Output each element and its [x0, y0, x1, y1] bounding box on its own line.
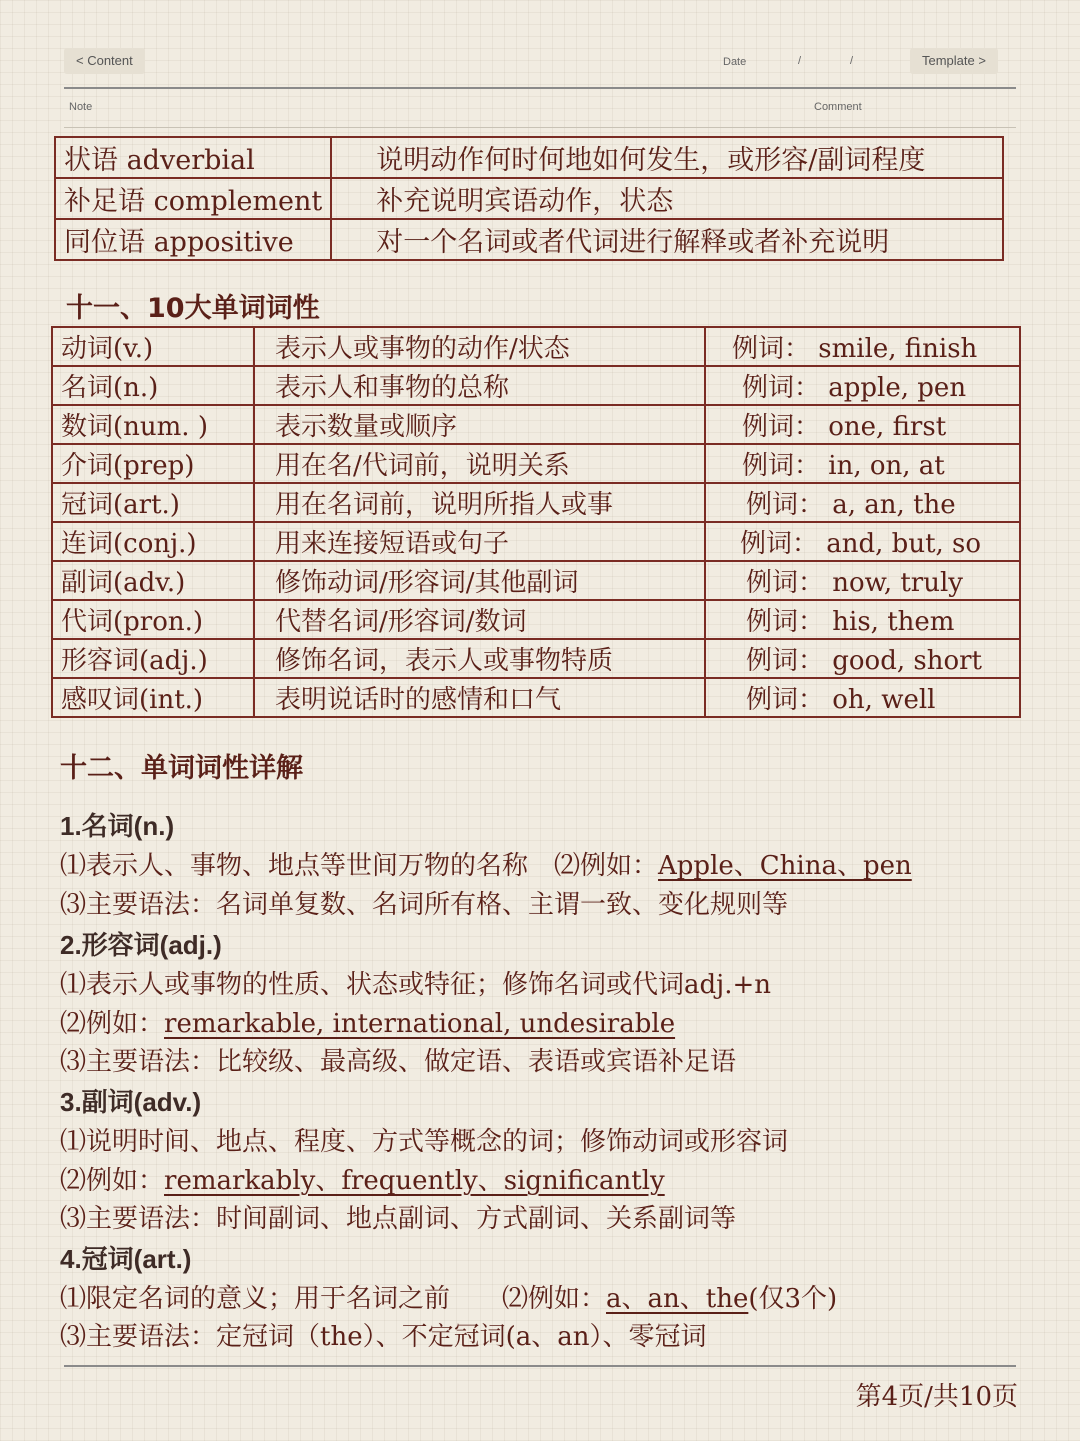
template-button[interactable]: Template > — [910, 48, 998, 74]
adv-line-2 — [60, 1160, 665, 1197]
table-row — [52, 639, 1020, 678]
example-cell: 例词： good, short — [705, 639, 1020, 678]
art-line-1 — [60, 1278, 837, 1315]
example-cell: 例词： one, first — [705, 405, 1020, 444]
content-back-button[interactable]: < Content — [64, 48, 145, 74]
pos-cell: 数词(num. ) — [52, 405, 254, 444]
art-line-2: ⑶主要语法：定冠词（the）、不定冠词(a、an）、零冠词 — [60, 1322, 707, 1352]
adj-example-label: ⑵例如： — [60, 1009, 165, 1039]
meaning-cell: 表示人和事物的总称 — [254, 366, 705, 405]
adv-example-label: ⑵例如： — [60, 1166, 165, 1196]
meaning-cell: 修饰动词/形容词/其他副词 — [254, 561, 705, 600]
meaning-cell: 表示数量或顺序 — [254, 405, 705, 444]
adj-line-2 — [60, 1003, 675, 1040]
table-row — [52, 366, 1020, 405]
pos-cell: 冠词(art.) — [52, 483, 254, 522]
page-number: 第4页/共10页 — [855, 1382, 1018, 1412]
table-row — [55, 178, 1003, 219]
example-cell: 例词： oh, well — [705, 678, 1020, 717]
table-row — [52, 678, 1020, 717]
adj-line-3: ⑶主要语法：比较级、最高级、做定语、表语或宾语补足语 — [60, 1047, 737, 1077]
table-row — [55, 219, 1003, 260]
pos-cell: 代词(pron.) — [52, 600, 254, 639]
meaning-cell: 用来连接短语或句子 — [254, 522, 705, 561]
pos-cell: 感叹词(int.) — [52, 678, 254, 717]
note-label: Note — [69, 101, 93, 113]
date-separator: / — [850, 55, 854, 67]
table-row — [52, 522, 1020, 561]
definition-cell: 对一个名词或者代词进行解释或者补充说明 — [331, 219, 1003, 260]
art-heading: 4.冠词(art.) — [60, 1244, 192, 1274]
example-cell: 例词： in, on, at — [705, 444, 1020, 483]
meaning-cell: 用在名词前，说明所指人或事 — [254, 483, 705, 522]
pos-cell: 名词(n.) — [52, 366, 254, 405]
term-cell: 同位语 appositive — [55, 219, 331, 260]
meaning-cell: 表明说话时的感情和口气 — [254, 678, 705, 717]
comment-label: Comment — [814, 101, 862, 113]
pos-cell: 动词(v.) — [52, 327, 254, 366]
art-examples: a、an、the — [606, 1284, 749, 1314]
adv-heading: 3.副词(adv.) — [60, 1087, 202, 1117]
note-divider — [64, 127, 1016, 128]
section-12-title: 十二、单词词性详解 — [60, 753, 303, 784]
adj-heading: 2.形容词(adj.) — [60, 930, 222, 960]
pos-cell: 副词(adv.) — [52, 561, 254, 600]
example-cell: 例词： now, truly — [705, 561, 1020, 600]
noun-examples: Apple、China、pen — [658, 851, 912, 881]
adj-examples: remarkable, international, undesirable — [164, 1009, 676, 1039]
example-cell: 例词： and, but, so — [705, 522, 1020, 561]
example-cell: 例词： his, them — [705, 600, 1020, 639]
noun-line-2: ⑶主要语法：名词单复数、名词所有格、主谓一致、变化规则等 — [60, 890, 789, 920]
term-cell: 状语 adverbial — [55, 137, 331, 178]
date-label: Date — [723, 56, 747, 68]
adv-examples: remarkably、frequently、significantly — [164, 1166, 665, 1196]
date-separator: / — [798, 55, 802, 67]
term-cell: 补足语 complement — [55, 178, 331, 219]
noun-line-1 — [60, 845, 912, 882]
table-row — [52, 405, 1020, 444]
table-row — [52, 444, 1020, 483]
adv-line-1: ⑴说明时间、地点、程度、方式等概念的词；修饰动词或形容词 — [60, 1127, 789, 1157]
art-definition: ⑴限定名词的意义；用于名词之前 ⑵例如： — [60, 1284, 607, 1314]
header-divider — [64, 87, 1016, 89]
sentence-elements-table — [54, 136, 1004, 261]
parts-of-speech-table — [51, 326, 1021, 718]
noun-definition: ⑴表示人、事物、地点等世间万物的名称 ⑵例如： — [60, 851, 659, 881]
pos-cell: 连词(conj.) — [52, 522, 254, 561]
pos-cell: 介词(prep) — [52, 444, 254, 483]
table-row — [52, 561, 1020, 600]
definition-cell: 补充说明宾语动作，状态 — [331, 178, 1003, 219]
meaning-cell: 用在名/代词前，说明关系 — [254, 444, 705, 483]
pos-cell: 形容词(adj.) — [52, 639, 254, 678]
noun-heading: 1.名词(n.) — [60, 811, 175, 841]
adv-line-3: ⑶主要语法：时间副词、地点副词、方式副词、关系副词等 — [60, 1204, 737, 1234]
table-row — [52, 327, 1020, 366]
meaning-cell: 代替名词/形容词/数词 — [254, 600, 705, 639]
section-11-title: 十一、10大单词词性 — [66, 293, 320, 324]
art-count: (仅3个) — [748, 1284, 838, 1314]
example-cell: 例词： apple, pen — [705, 366, 1020, 405]
meaning-cell: 修饰名词，表示人或事物特质 — [254, 639, 705, 678]
adj-line-1: ⑴表示人或事物的性质、状态或特征；修饰名词或代词adj.+n — [60, 970, 772, 1000]
meaning-cell: 表示人或事物的动作/状态 — [254, 327, 705, 366]
definition-cell: 说明动作何时何地如何发生，或形容/副词程度 — [331, 137, 1003, 178]
table-row — [52, 483, 1020, 522]
footer-divider — [64, 1365, 1016, 1367]
table-row — [55, 137, 1003, 178]
example-cell: 例词： a, an, the — [705, 483, 1020, 522]
table-row — [52, 600, 1020, 639]
example-cell: 例词： smile, finish — [705, 327, 1020, 366]
